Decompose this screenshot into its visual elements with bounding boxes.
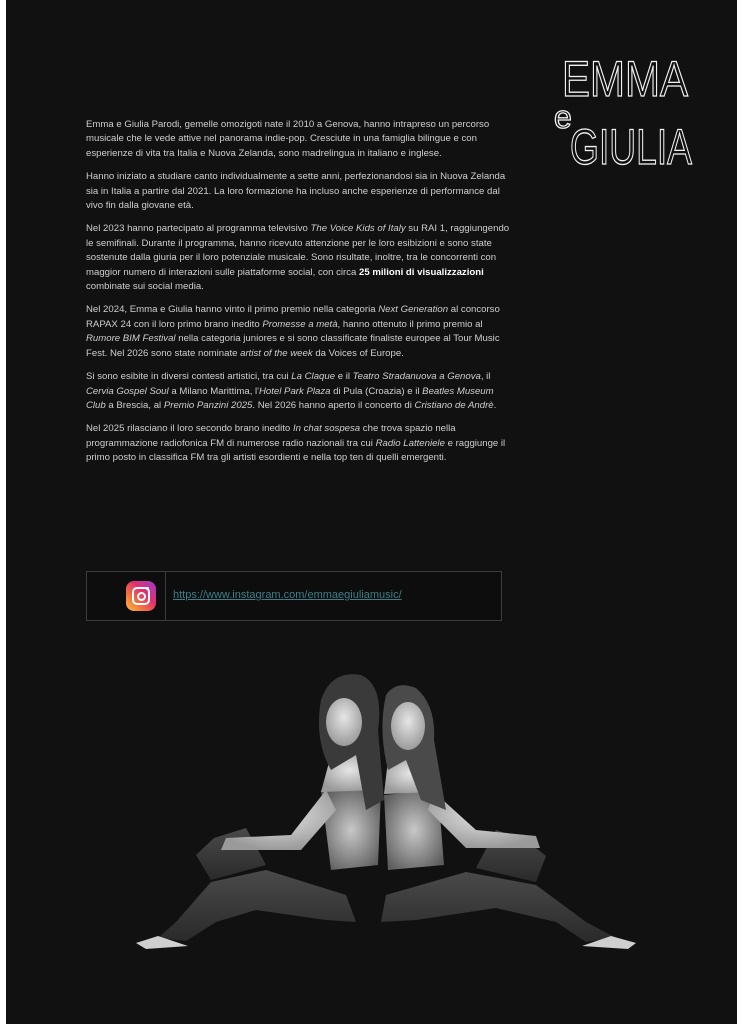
bio-paragraph [86,370,511,413]
instagram-icon[interactable] [126,581,156,611]
bio-emphasis: Radio Latteniele [375,437,445,449]
bio-emphasis: The Voice Kids of Italy [310,223,406,235]
bio-emphasis: Next Generation [378,304,449,316]
bio-emphasis: Hotel Park Plaza [259,385,331,397]
twins-photo [116,660,656,950]
bio-text: Si sono esibite in diversi contesti artistici, tra cui [86,371,292,383]
bio-paragraph [86,422,511,465]
bio-emphasis: Beatles Museum Club [86,385,494,411]
bio-paragraph [86,170,511,213]
bio-text: Nel 2025 rilasciano il loro secondo brano inedito [86,423,293,435]
bio-text: al concorso RAPAX 24 con il loro primo brano inedito [86,304,500,330]
bio-text: combinate sui social media. [86,281,204,293]
bio-text: , hanno ottenuto il primo premio al [337,318,483,330]
bio-text: e il [335,371,353,383]
bio-text: . [493,399,497,411]
bio-text: Nel 2024, Emma e Giulia hanno vinto il primo premio nella categoria [86,304,379,316]
logo-connector: e [554,99,572,135]
bio-text: su RAI 1, raggiungendo le semifinali. Durante il programma, hanno ricevuto attenzione per le loro esibizioni e sono state sostenute dalla giuria per il loro potenziale musicale. Sono risultate, inoltre, tra le concorrenti con maggior numero di interazioni sulle piattaforme social, con circa [86,223,510,278]
bio-emphasis: Premio Panzini 2025 [163,399,253,411]
bio-text: nella categoria juniores e si sono classificate finaliste europee al Tour Music Fest. Nel 2026 sono state nominate [86,333,500,359]
brand-logo [554,51,696,175]
bio-text: . Nel 2026 hanno aperto il concerto di [252,399,415,411]
logo-line-1: EMMA [562,51,689,107]
bio-text: e raggiunge il primo posto in classifica FM tra gli artisti esordienti e nella top ten di quelli emergenti. [86,437,506,464]
biography [86,118,511,475]
bio-emphasis: Cristiano de Andrè [414,399,494,411]
bio-text: che trova spazio nella programmazione radiofonica FM di numerose radio nazionali tra cui [86,423,456,449]
bio-highlight: 25 milioni di visualizzazioni [359,266,484,278]
bio-text: Hanno iniziato a studiare canto individualmente a sette anni, perfezionandosi sia in Nuova Zelanda sia in Italia a partire dal 2021. La loro formazione ha incluso anche esperienze di performance dal vivo fin dalla giovane età. [86,171,506,212]
bio-paragraph [86,222,511,294]
bio-emphasis: La Claque [291,371,336,383]
social-link-box [86,571,502,621]
bio-text: , il [480,371,491,383]
bio-text: Emma e Giulia Parodi, gemelle omozigoti nate il 2010 a Genova, hanno intrapreso un percorso musicale che le vede attive nel panorama indie-pop. Cresciute in una famiglia bilingue e con esperienze di vita tra Italia e Nuova Zelanda, sono madrelingua in italiano e inglese. [86,119,490,159]
bio-emphasis: Promesse a metà [262,318,338,330]
instagram-link[interactable]: https://www.instagram.com/emmaegiuliamusic/ [173,589,402,601]
bio-emphasis: Cervia Gospel Soul [86,385,169,397]
logo-line-2: GIULIA [570,119,693,175]
bio-text: di Pula (Croazia) e il [330,385,423,397]
bio-paragraph [86,303,511,361]
bio-paragraph [86,118,511,161]
bio-emphasis: Teatro Stradanuova a Genova [352,371,481,383]
bio-text: da Voices of Europe. [312,347,404,359]
bio-emphasis: In chat sospesa [292,423,361,435]
bio-emphasis: artist of the week [240,347,313,359]
bio-text: a Milano Marittima, l' [168,385,259,397]
icon-cell [87,572,166,620]
bio-text: a Brescia, al [105,399,164,411]
bio-text: Nel 2023 hanno partecipato al programma televisivo [86,223,311,235]
page [6,0,737,1024]
bio-emphasis: Rumore BIM Festival [86,333,176,345]
